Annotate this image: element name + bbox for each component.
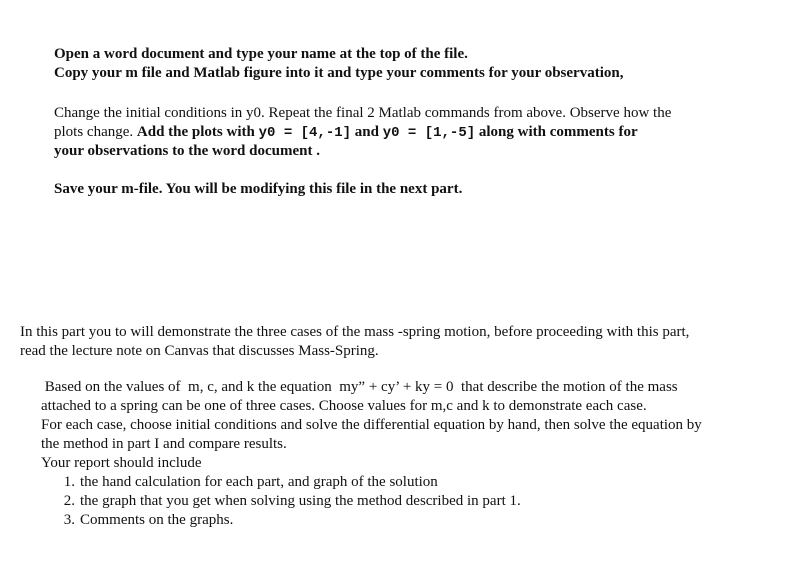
change-line-2-bold-b: and [351,124,383,140]
change-line-2-bold-c: along with comments for [475,124,638,140]
cases-line-4: the method in part I and compare results. [41,436,287,452]
list-item [53,473,702,492]
cases-paragraph [41,378,702,530]
list-item-text: Comments on the graphs. [80,512,234,528]
save-line: Save your m-file. You will be modifying this file in the next part. [54,181,463,197]
list-item-number: 1. [63,474,75,490]
list-item-text: the graph that you get when solving using the method described in part 1. [80,493,521,509]
change-line-3: your observations to the word document . [54,143,320,159]
list-item-text: the hand calculation for each part, and graph of the solution [80,474,438,490]
part-intro-paragraph [20,323,689,361]
initial-condition-code-b: y0 = [1,-5] [382,125,476,141]
list-item-number: 3. [63,512,75,528]
initial-condition-code-a: y0 = [4,-1] [258,125,352,141]
intro-instructions [54,45,623,83]
change-line-2-bold-a: Add the plots with [136,124,259,140]
cases-line-1: Based on the values of m, c, and k the equation my” + cy’ + ky = 0 that describe the motion of the mass [41,379,678,395]
change-line-2 [54,123,671,142]
part-line-1: In this part you to will demonstrate the three cases of the mass -spring motion, before proceeding with this part, [20,324,690,340]
list-item [53,492,702,511]
cases-line-5: Your report should include [41,455,202,471]
change-line-2-plain: plots change. [54,124,137,140]
change-line-1: Change the initial conditions in y0. Repeat the final 2 Matlab commands from above. Observe how the [54,105,672,121]
list-item-number: 2. [63,493,75,509]
change-conditions-paragraph [54,104,671,161]
intro-line-1: Open a word document and type your name at the top of the file. [54,46,468,62]
save-instruction [54,180,462,199]
part-line-2: read the lecture note on Canvas that discusses Mass-Spring. [20,343,379,359]
report-requirements-list [53,473,702,530]
list-item [53,511,702,530]
cases-line-3: For each case, choose initial conditions and solve the differential equation by hand, then solve the equation by [41,417,702,433]
cases-line-2: attached to a spring can be one of three cases. Choose values for m,c and k to demonstrate each case. [41,398,647,414]
intro-line-2: Copy your m file and Matlab figure into it and type your comments for your observation, [54,65,624,81]
